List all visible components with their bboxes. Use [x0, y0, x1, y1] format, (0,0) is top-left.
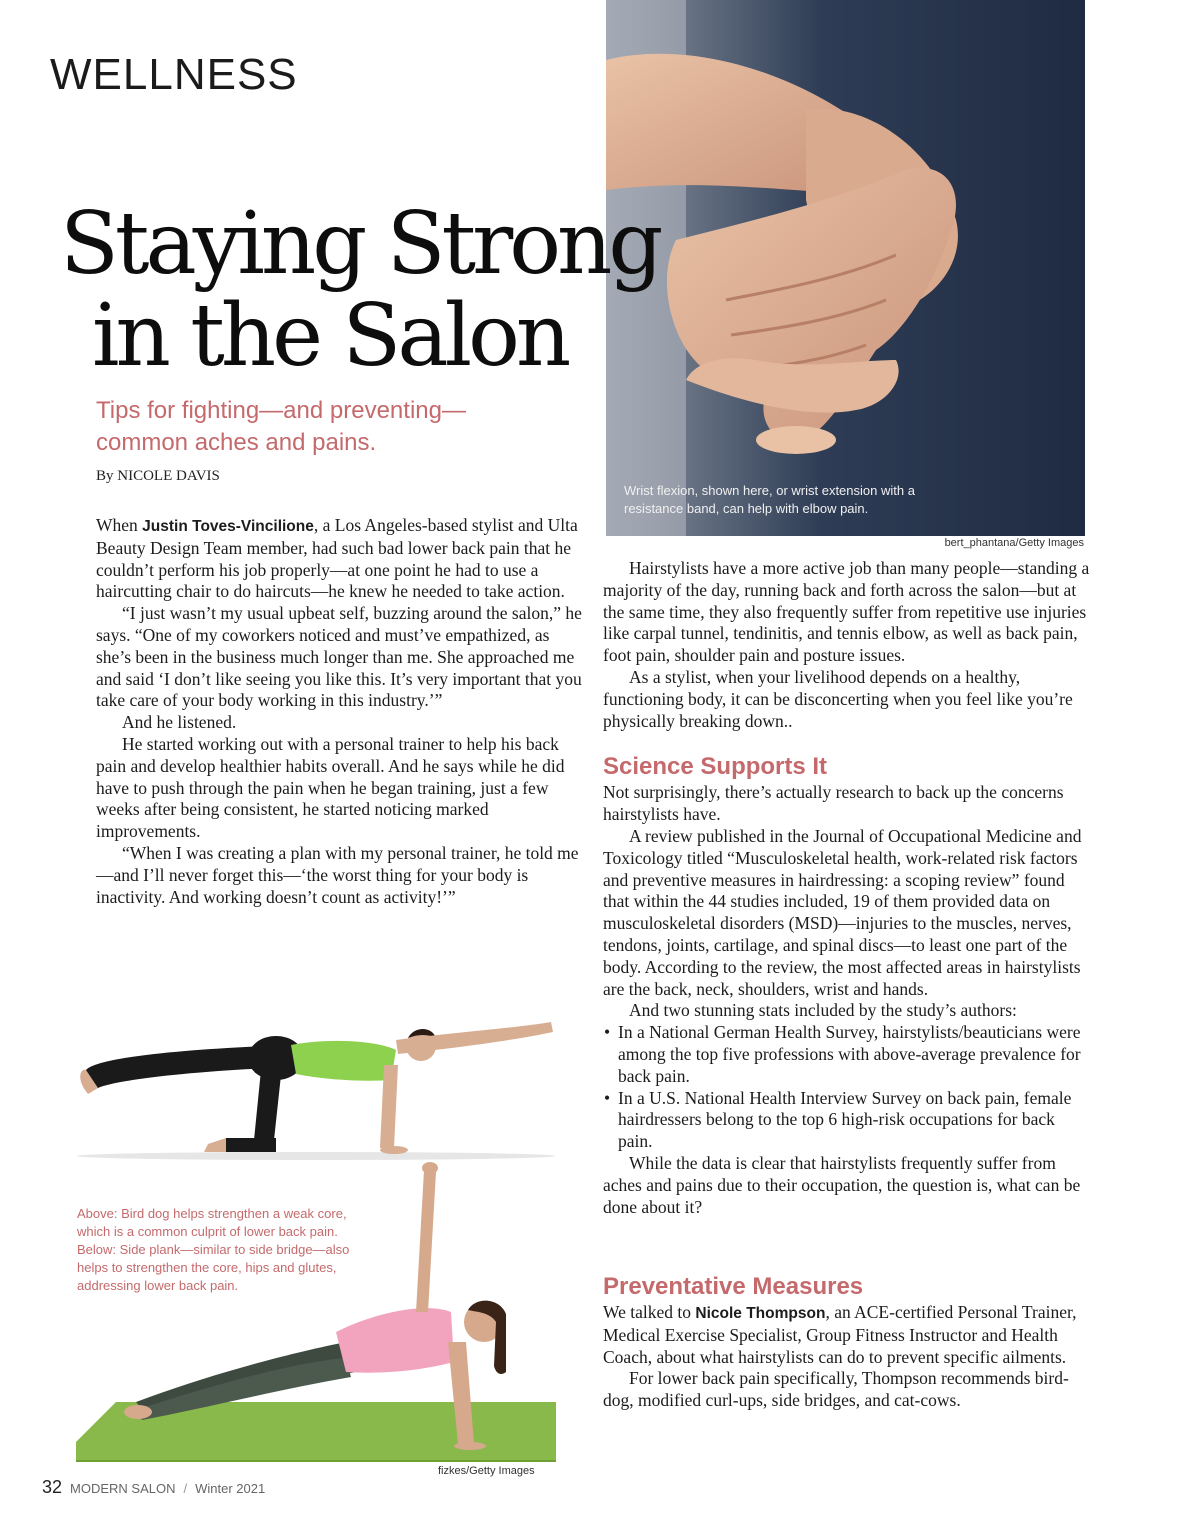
- subhead-preventative: Preventative Measures: [603, 1273, 864, 1300]
- hero-photo-credit: bert_phantana/Getty Images: [944, 537, 1084, 549]
- byline: By NICOLE DAVIS: [96, 468, 220, 484]
- page-number: 32: [42, 1477, 63, 1497]
- bird-dog-photo: [76, 1010, 556, 1160]
- paragraph: And two stunning stats included by the study’s authors:: [629, 1000, 1017, 1021]
- list-item: • In a National German Health Survey, hairstylists/beauticians were among the top five professions with above-average prevalence for back pain.: [603, 1022, 1091, 1087]
- person-name: Justin Toves-Vincilione: [142, 518, 314, 535]
- right-column-lower: [603, 1273, 1091, 1412]
- paragraph: He started working out with a personal trainer to help his back pain and develop healthier habits overall. And he says while he did have to push through the pain when he began training, just a few weeks after being consistent, he started noticing marked improvements.: [96, 733, 565, 842]
- paragraph: For lower back pain specifically, Thompson recommends bird-dog, modified curl-ups, side bridges, and cat-cows.: [603, 1368, 1069, 1411]
- footer-separator: /: [183, 1481, 188, 1496]
- paragraph: A review published in the Journal of Occupational Medicine and Toxicology titled “Musculoskeletal health, work-related risk factors and preventive measures in hairdressing: a scoping review” found that within the 44 studies included, 19 of them provided data on musculoskeletal disorders (MSD)—injuries to the muscles, nerves, tendons, joints, cartilage, and spinal discs—to least one part of the body. According to the review, the most affected areas in hairstylists are the back, neck, shoulders, wrist and hands.: [603, 825, 1082, 999]
- page-footer: [42, 1477, 265, 1498]
- paragraph: Hairstylists have a more active job than many people—standing a majority of the day, running back and forth across the salon—but at the same time, they also frequently suffer from repetitive use injuries like carpal tunnel, tendinitis, and tennis elbow, as well as back pain, foot pain, shoulder pain and posture issues.: [603, 558, 1090, 666]
- right-column: [603, 558, 1091, 1218]
- headline-line-2: in the Salon: [92, 286, 568, 386]
- left-column: [96, 515, 582, 908]
- subhead-science: Science Supports It: [603, 753, 828, 781]
- headline-line-1: Staying Strong: [60, 194, 660, 294]
- paragraph: “When I was creating a plan with my personal trainer, he told me—and I’ll never forget this—‘the worst thing for your body is inactivity. And working doesn’t count as activity!’”: [96, 842, 579, 907]
- publication-name: MODERN SALON: [70, 1481, 176, 1496]
- paragraph: As a stylist, when your livelihood depends on a healthy, functioning body, it can be disconcerting when you feel like you’re physically breaking down..: [603, 666, 1073, 731]
- headline: [60, 194, 680, 386]
- person-name: Nicole Thompson: [695, 1305, 826, 1322]
- exercise-photo-credit: fizkes/Getty Images: [438, 1465, 535, 1477]
- list-item: • In a U.S. National Health Interview Survey on back pain, female hairdressers belong to the top 6 high-risk occupations for back pain.: [603, 1088, 1091, 1153]
- paragraph: While the data is clear that hairstylists frequently suffer from aches and pains due to their occupation, the question is, what can be done about it?: [603, 1152, 1081, 1217]
- paragraph: When Justin Toves-Vincilione, a Los Angeles-based stylist and Ulta Beauty Design Team member, had such bad lower back pain that he couldn’t perform his job properly—at one point he had to use a haircutting chair to do haircuts—he knew he needed to take action.: [96, 515, 578, 602]
- paragraph: We talked to Nicole Thompson, an ACE-certified Personal Trainer, Medical Exercise Specialist, Group Fitness Instructor and Health Coach, about what hairstylists can do to prevent specific ailments.: [603, 1302, 1077, 1367]
- exercise-caption: Above: Bird dog helps strengthen a weak core, which is a common culprit of lower back pain. Below: Side plank—similar to side bridge—also helps to strengthen the core, hips and glutes, addressing lower back pain.: [77, 1206, 350, 1293]
- paragraph: And he listened.: [122, 712, 237, 733]
- stats-list: [603, 1022, 1091, 1153]
- dek: Tips for fighting—and preventing—common aches and pains.: [96, 397, 466, 456]
- issue-date: Winter 2021: [195, 1481, 266, 1496]
- hero-caption: Wrist flexion, shown here, or wrist extension with a resistance band, can help with elbow pain.: [624, 483, 915, 516]
- paragraph: Not surprisingly, there’s actually research to back up the concerns hairstylists have.: [603, 782, 1064, 825]
- section-label: WELLNESS: [50, 50, 298, 99]
- paragraph: “I just wasn’t my usual upbeat self, buzzing around the salon,” he says. “One of my coworkers noticed and must’ve empathized, as she’s been in the business much longer than me. She approached me and said ‘I don’t like seeing you like this. It’s very important that you take care of your body working in this industry.’”: [96, 603, 582, 711]
